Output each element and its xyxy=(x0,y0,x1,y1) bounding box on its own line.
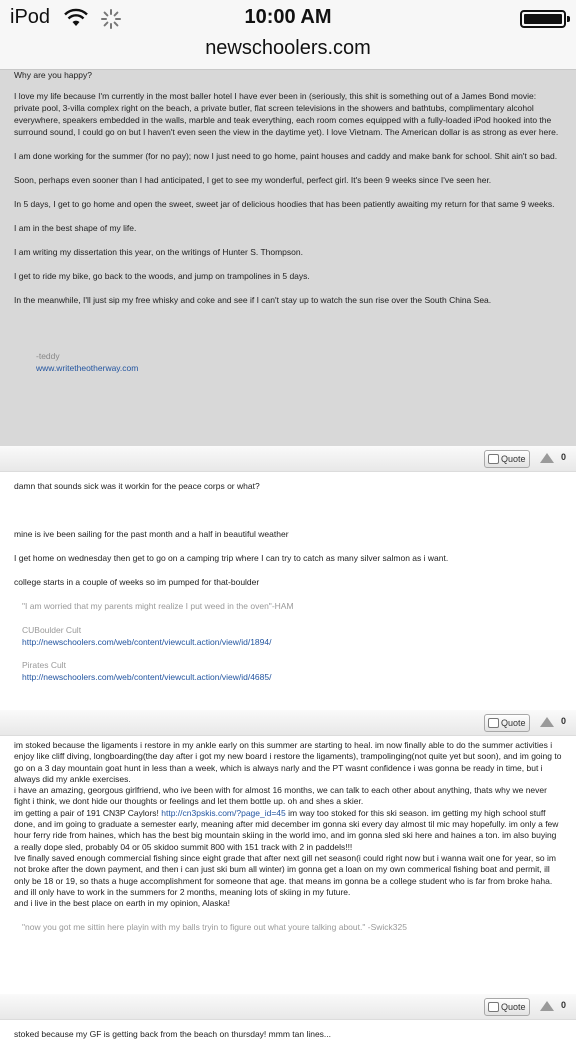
post-action-bar xyxy=(0,446,576,472)
post-paragraph: Soon, perhaps even sooner than I had anticipated, I get to see my wonderful, perfect girl. It's been 9 weeks since I've seen her. xyxy=(14,175,492,185)
post-paragraph: In 5 days, I get to go home and open the sweet, sweet jar of delicious hoodies that has been patiently awaiting my return for that same 9 weeks. xyxy=(14,199,555,209)
post-link[interactable]: http://cn3pskis.com/?page_id=45 xyxy=(161,807,286,818)
url-text[interactable]: newschoolers.com xyxy=(205,37,371,59)
clock: 10:00 AM xyxy=(244,6,332,28)
cult-link-group xyxy=(14,624,562,648)
post-body xyxy=(14,740,562,909)
post-question: Why are you happy? xyxy=(14,70,92,80)
status-bar xyxy=(0,0,576,36)
quote-label: Quote xyxy=(501,718,526,728)
cult-link[interactable]: http://newschoolers.com/web/content/viewcult.action/view/id/1894/ xyxy=(22,637,272,647)
vote-score: 0 xyxy=(560,452,566,462)
post-text: im way too stoked for this ski season. im getting my high school stuff done, and im going to graduate a semester early, meaning after mid december im gonna ski every day almost til mic may hopefully. im only a few hour ferry ride from haines, which has the best big mountain skiing in the world imo, and im gonna sled ski here and haines a ton. im also buying a really dope sled, probably 04 or 05 skidoo summit 800 with 151 track with 2 in paddels!!! Ive finally saved enough commercial fishing since eight grade that after next gill net season(i could right now but i wanna wait one for year, so im not broke after the down payment, and then i can just ski bum all winter) im gonna get a loan on my own commerical fishing boat and permit, ill only be 18 or 19, so thats a huge accomplishment for someone that age. that means im gonna be a college student who is far from broke haha. and ill only have to work in the summers for 2 months, meaning lots of skiing in my future. and i live in the best place on earth in my opinion, Alaska! xyxy=(14,807,559,909)
battery-icon xyxy=(520,10,566,28)
post-paragraph: I get to ride my bike, go back to the woods, and jump on trampolines in 5 days. xyxy=(14,271,310,281)
cult-name: CUBoulder Cult xyxy=(22,625,82,635)
upvote-arrow-icon[interactable] xyxy=(540,453,554,463)
quote-button[interactable] xyxy=(484,998,530,1016)
post-paragraph: I love my life because I'm currently in the most baller hotel I have ever been in (seriously, this shit is something out of a James Bond movie: private pool, 3-villa complex right on the beach, a private butler, flat screen televisions in the showers and bathtubs, complimentary alcohol everywhere, speakers embedded in the walls, marble and teak everything, each room comes equipped with a fully-loaded iPod hooked into the surround sound, I could go on but I haven't even seen the view in the daytime yet). I love Vietnam. The American dollar is as strong as ever here. xyxy=(14,91,559,137)
post-action-bar xyxy=(0,710,576,736)
signature-link[interactable]: www.writetheotherway.com xyxy=(36,363,139,373)
post-reply-alaska xyxy=(0,736,576,994)
post-reply-gf xyxy=(0,1020,576,1040)
quote-button[interactable] xyxy=(484,714,530,732)
post-paragraph: damn that sounds sick was it workin for the peace corps or what? xyxy=(14,481,260,491)
post-teddy xyxy=(0,70,576,446)
quote-checkbox-icon xyxy=(488,718,499,728)
carrier-label: iPod xyxy=(10,6,51,28)
post-action-bar xyxy=(0,994,576,1020)
quote-button[interactable] xyxy=(484,450,530,468)
vote-score: 0 xyxy=(560,1000,566,1010)
post-paragraph: mine is ive been sailing for the past month and a half in beautiful weather xyxy=(14,529,289,539)
upvote-arrow-icon[interactable] xyxy=(540,717,554,727)
cult-name: Pirates Cult xyxy=(22,660,66,670)
page-content[interactable] xyxy=(0,70,576,1039)
post-paragraph: I am writing my dissertation this year, on the writings of Hunter S. Thompson. xyxy=(14,247,303,257)
quote-checkbox-icon xyxy=(488,1002,499,1012)
cult-link[interactable]: http://newschoolers.com/web/content/viewcult.action/view/id/4685/ xyxy=(22,672,272,682)
upvote-arrow-icon[interactable] xyxy=(540,1001,554,1011)
signature xyxy=(14,350,562,374)
signature-quote: "I am worried that my parents might realize I put weed in the oven"-HAM xyxy=(22,601,294,611)
post-paragraph: I am done working for the summer (for no pay); now I just need to go home, paint houses and caddy and make bank for school. Shit ain't so bad. xyxy=(14,151,558,161)
signature-quote: "now you got me sittin here playin with my balls tryin to figure out what youre talking about." -Swick325 xyxy=(22,922,407,933)
post-paragraph: In the meanwhile, I'll just sip my free whisky and coke and see if I can't stay up to watch the sun rise over the South China Sea. xyxy=(14,295,492,305)
address-bar[interactable] xyxy=(0,36,576,70)
post-reply-boulder xyxy=(0,472,576,710)
quote-checkbox-icon xyxy=(488,454,499,464)
quote-label: Quote xyxy=(501,454,526,464)
cult-link-group xyxy=(14,659,562,683)
post-paragraph: stoked because my GF is getting back from the beach on thursday! mmm tan lines... xyxy=(14,1029,332,1039)
post-paragraph: college starts in a couple of weeks so im pumped for that-boulder xyxy=(14,577,260,587)
post-paragraph: I am in the best shape of my life. xyxy=(14,223,137,233)
vote-score: 0 xyxy=(560,716,566,726)
post-text: im stoked because the ligaments i restore in my ankle early on this summer are starting to heal. im now finally able to do the summer activities i enjoy like cliff diving, longboarding(the day after i got my new board i restore the ligaments), trampolinging(not quite yet but soon), and im going to go on a 3 day mountain goat hunt in less than a week, which is always narly and the PT wasnt confidence i was gonna be ready in time, but i always did my ankle exercises. i have an amazing, georgous girlfriend, who ive been with for almost 16 months, we can talk to each other about anything, thats why we never fight i think, we dont hide our thoughts or feelings and let them bottle up. oh and shes a skier. im getting a pair of 191 CN3P Caylors! xyxy=(14,740,562,818)
signature-author: -teddy xyxy=(36,351,60,361)
post-paragraph: I get home on wednesday then get to go on a camping trip where I can try to catch as many silver salmon as i want. xyxy=(14,553,449,563)
quote-label: Quote xyxy=(501,1002,526,1012)
